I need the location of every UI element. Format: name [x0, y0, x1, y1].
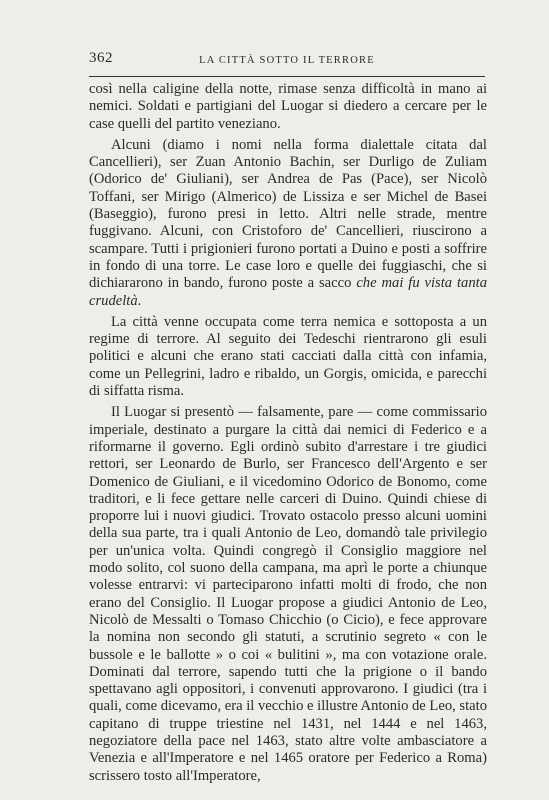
- paragraph: Il Luogar si presentò — falsamente, pare — come commissario imperiale, destinato a purgare la città dai nemici di Federico e a riformarne il governo. Egli ordinò subito d'arrestare i tre giudici rettori, ser Leonardo de Burlo, ser Francesco dell'Argento e ser Domenico de Giuliani, e il vicedomino Odorico de Bonomo, come traditori, e li fece gettare nelle carceri di Duino. Quindi chiese di proporre lui i nuovi giudici. Trovato ostacolo presso alcuni uomini della sua parte, tra i quali Antonio de Leo, domandò tale privilegio per un'unica volta. Quindi congregò il Consiglio maggiore nel modo solito, col suono della campana, ma aprì le porte a chiunque volesse entrarvi: vi parteciparono infatti molti di frodo, che non erano del Consiglio. Il Luogar propose a giudici Antonio de Leo, Nicolò de Messalti o Tomaso Chicchio (o Cicio), e fece approvare la nomina non secondo gli statuti, a scrutinio segreto « con le bussole e le ballotte » o coi « bulitini », ma con votazione orale. Dominati dal terrore, sapendo tutti che la prigione o il bando spettavano agli oppositori, i convenuti approvarono. I giudici (tra i quali, come dicevamo, era il vecchio e illustre Antonio de Leo, stato capitano di truppe triestine nel 1431, nel 1444 e nel 1463, negoziatore della pace nel 1463, stato altre volte ambasciatore a Venezia e all'Imperatore e nel 1465 oratore per Federico a Roma) scrissero tosto all'Imperatore,: [89, 404, 487, 784]
- running-title: LA CITTÀ SOTTO IL TERRORE: [199, 55, 375, 66]
- paragraph: Alcuni (diamo i nomi nella forma dialettale citata dal Cancellieri), ser Zuan Antonio Bachin, ser Durligo de Zuliam (Odorico de' Giuliani), ser Andrea de Pas (Pace), ser Nicolò Toffani, ser Mirigo (Almerico) de Lissiza e ser Michel de Basei (Baseggio), furono presi in letto. Altri nelle strade, mentre fuggivano. Alcuni, con Cristoforo de' Cancellieri, riuscirono a scampare. Tutti i prigionieri furono portati a Duino e posti a soffrire in fondo di una torre. Le case loro e quelle dei fuggiaschi, che si dichiararono in bando, furono poste a sacco che mai fu vista tanta crudeltà.: [89, 136, 487, 309]
- body-text: [89, 81, 487, 785]
- paragraph: La città venne occupata come terra nemica e sottoposta a un regime di terrore. Al seguito dei Tedeschi rientrarono gli esuli politici e alcuni che erano stati cacciati dalla città con infamia, come un Pellegrini, ladro e ribaldo, un Gorgis, omicida, e parecchi di siffatta risma.: [89, 313, 487, 400]
- header-rule: [89, 76, 485, 77]
- page-number: 362: [89, 50, 113, 66]
- page-header: [89, 50, 485, 72]
- italic-quote: che mai fu vista tanta crudeltà: [89, 275, 487, 309]
- paragraph: così nella caligine della notte, rimase senza difficoltà in mano ai nemici. Soldati e partigiani del Luogar si diedero a cercare per le case quelli del partito veneziano.: [89, 81, 487, 132]
